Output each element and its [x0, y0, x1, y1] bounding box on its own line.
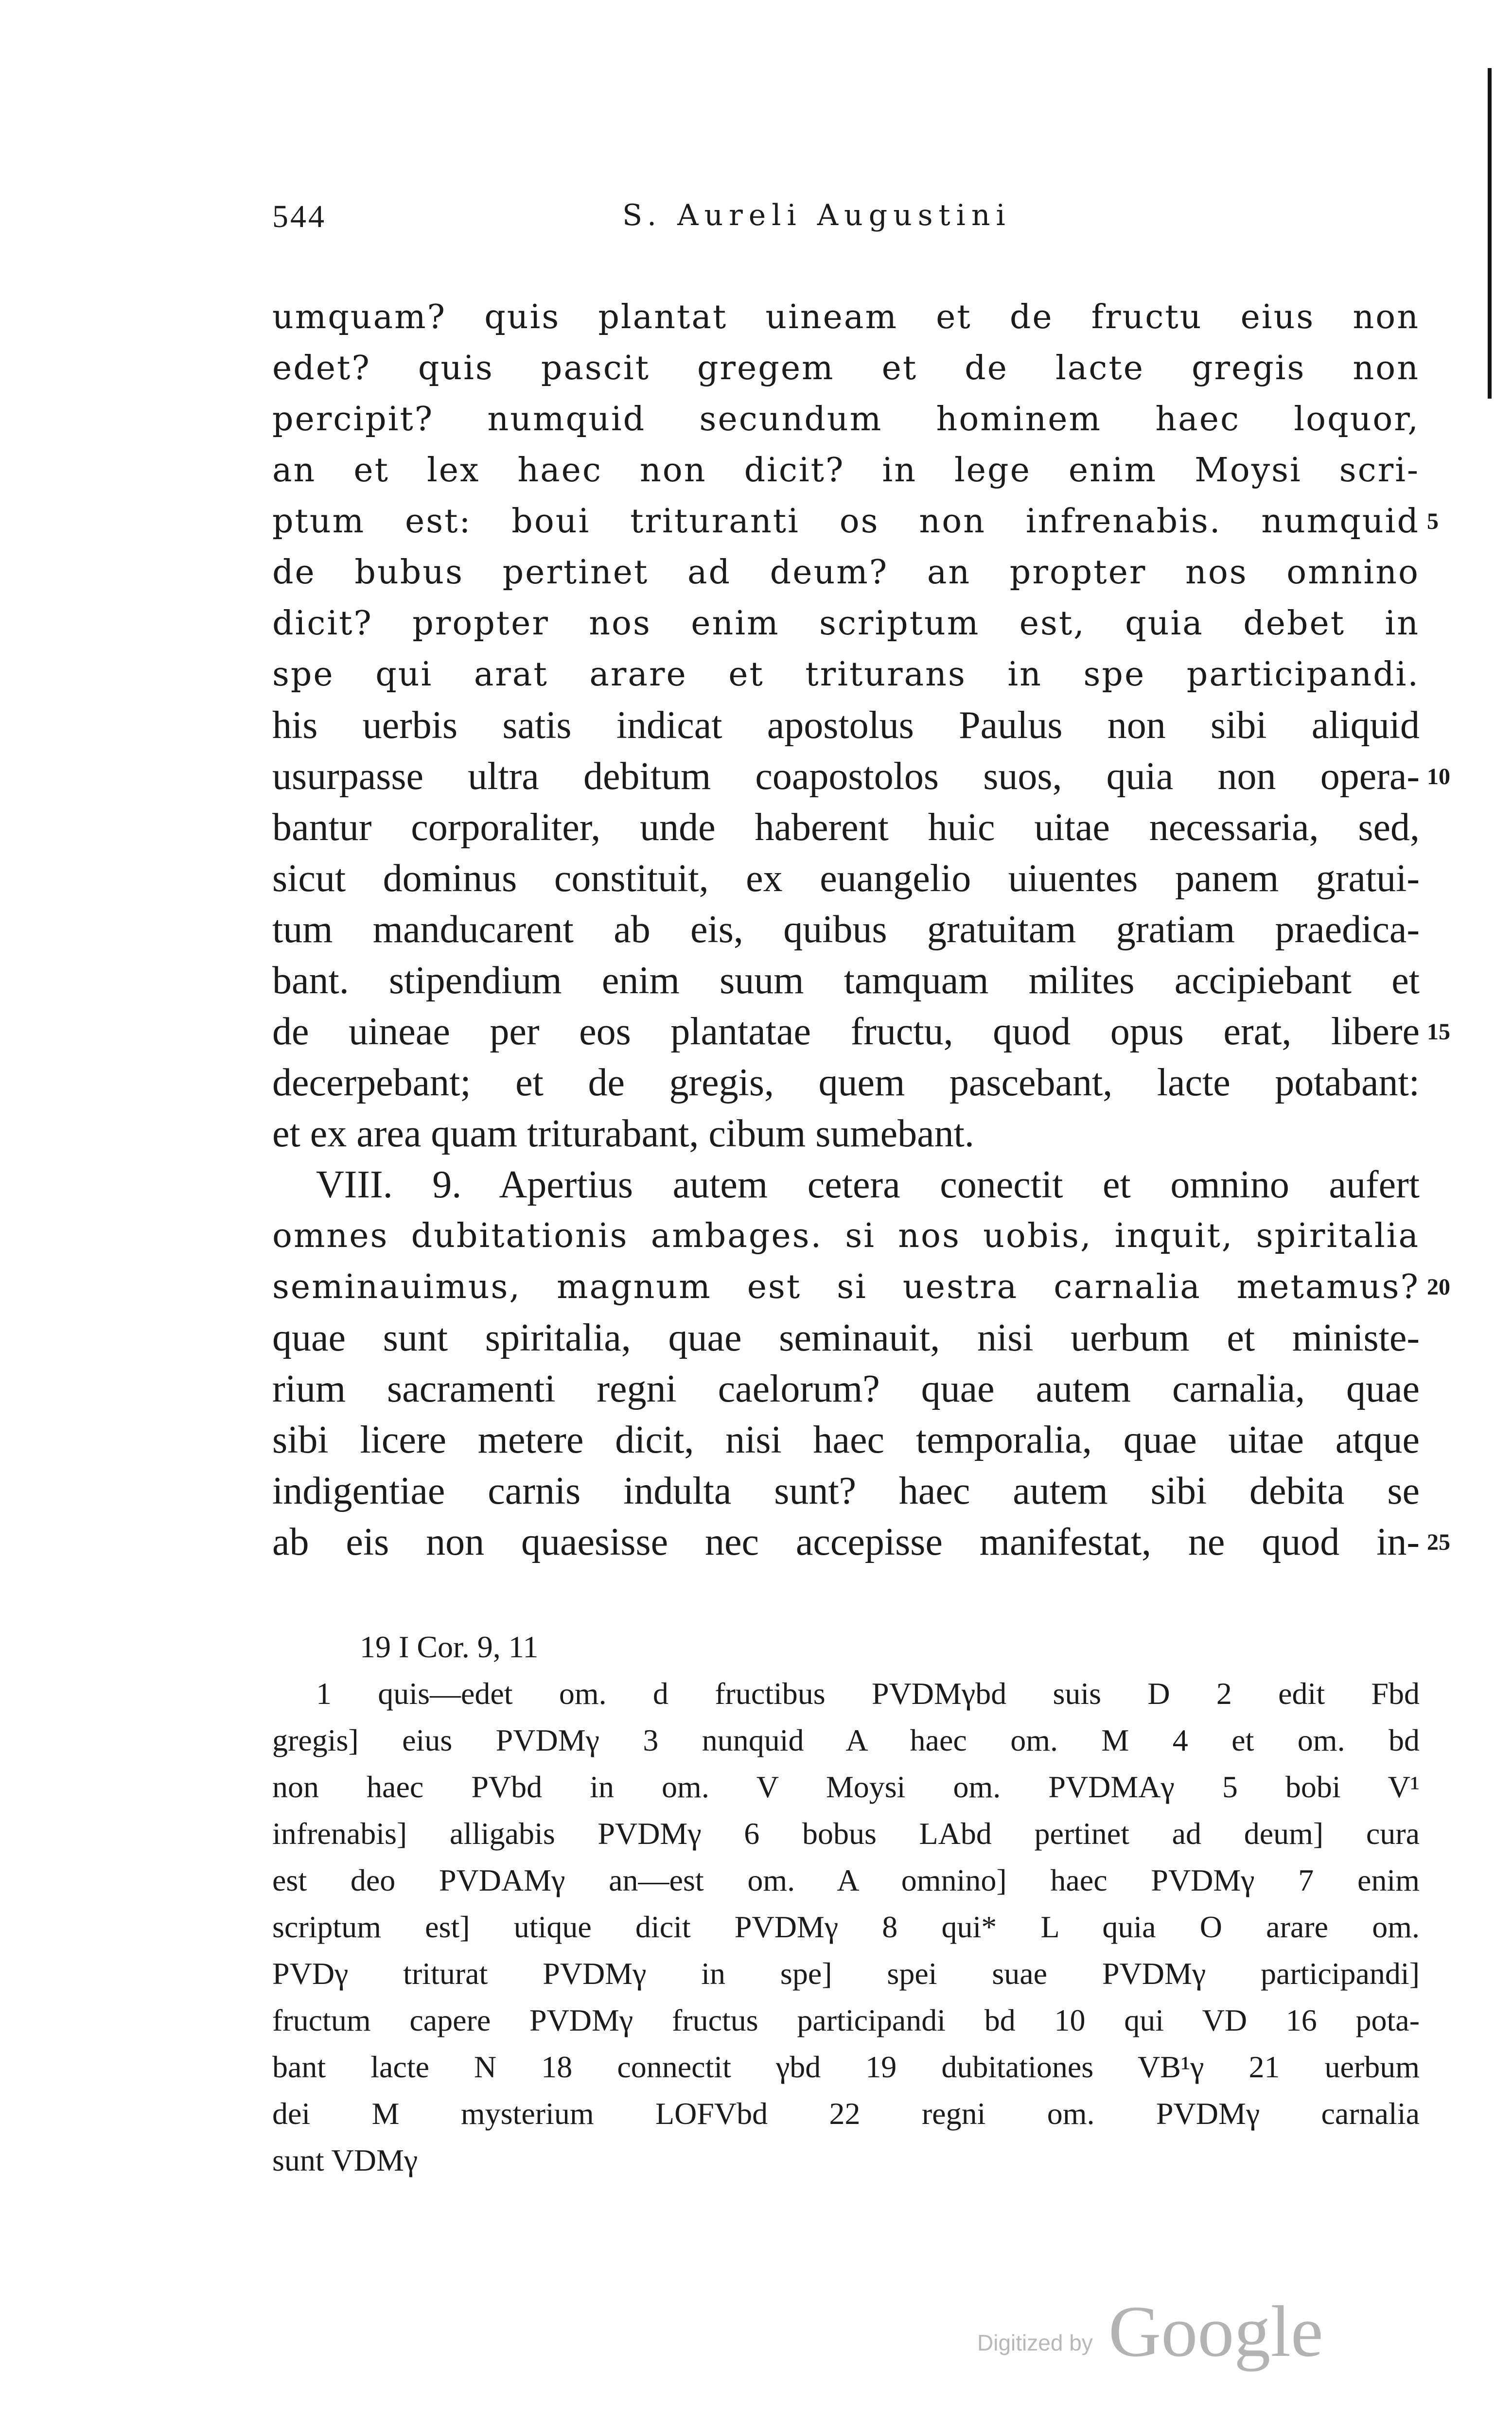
line-number: 15 — [1427, 1019, 1450, 1045]
text-line: et ex area quam triturabant, cibum sumebant. — [272, 1112, 974, 1155]
text-line: sibi licere metere dicit, nisi haec temporalia, quae uitae atque — [272, 1419, 1420, 1461]
text-line: his uerbis satis indicat apostolus Paulus non sibi aliquid — [272, 704, 1420, 747]
line-number: 10 — [1427, 764, 1450, 789]
text-line: ab eis non quaesisse nec accepisse manifestat, ne quod in- — [272, 1521, 1420, 1563]
footnote-line: fructum capere PVDMγ fructus participandi bd 10 qui VD 16 pota- — [272, 2003, 1420, 2037]
running-title: S. Aureli Augustini — [622, 198, 1011, 232]
body-text — [272, 292, 1420, 1568]
line-number: 25 — [1427, 1529, 1450, 1555]
text-line: omnes dubitationis ambages. si nos uobis, inquit, spiritalia — [272, 1217, 1420, 1255]
footnote-line: PVDγ triturat PVDMγ in spe] spei suae PVDMγ participandi] — [272, 1956, 1420, 1991]
text-line: decerpebant; et de gregis, quem pascebant, lacte potabant: — [272, 1061, 1420, 1104]
text-line: spe qui arat arare et triturans in spe participandi. — [272, 655, 1420, 694]
text-line: bant. stipendium enim suum tamquam milites accipiebant et — [272, 959, 1420, 1002]
text-line: indigentiae carnis indulta sunt? haec autem sibi debita se — [272, 1470, 1420, 1512]
footnote-line: sunt VDMγ — [272, 2143, 418, 2177]
line-number: 20 — [1427, 1274, 1450, 1300]
footnote-line: 1 quis—edet om. d fructibus PVDMγbd suis D 2 edit Fbd — [316, 1676, 1420, 1711]
line-number: 5 — [1427, 509, 1439, 534]
text-line: de uineae per eos plantatae fructu, quod opus erat, libere — [272, 1010, 1420, 1053]
text-line: dicit? propter nos enim scriptum est, quia debet in — [272, 604, 1420, 643]
apparatus-criticus — [272, 1624, 1420, 2184]
page-edge-line — [1488, 68, 1492, 399]
text-line: sicut dominus constituit, ex euangelio uiuentes panem gratui- — [272, 857, 1420, 900]
text-line: quae sunt spiritalia, quae seminauit, nisi uerbum et ministe- — [272, 1316, 1420, 1359]
google-logo: Google — [1108, 2291, 1323, 2372]
text-line: tum manducarent ab eis, quibus gratuitam gratiam praedica- — [272, 908, 1420, 951]
text-line: de bubus pertinet ad deum? an propter nos omnino — [272, 553, 1420, 592]
text-line: seminauimus, magnum est si uestra carnalia metamus? — [272, 1268, 1420, 1306]
watermark-prefix: Digitized by — [977, 2330, 1093, 2355]
text-line: bantur corporaliter, unde haberent huic uitae necessaria, sed, — [272, 806, 1420, 849]
footnote-line: non haec PVbd in om. V Moysi om. PVDMAγ 5 bobi V¹ — [272, 1770, 1420, 1804]
page-number: 544 — [272, 199, 326, 234]
text-line: edet? quis pascit gregem et de lacte gregis non — [272, 349, 1420, 387]
footnote-line: bant lacte N 18 connectit γbd 19 dubitationes VB¹γ 21 uerbum — [272, 2050, 1420, 2084]
footnote-line: dei M mysterium LOFVbd 22 regni om. PVDMγ carnalia — [272, 2096, 1420, 2131]
text-line: rium sacramenti regni caelorum? quae autem carnalia, quae — [272, 1368, 1420, 1410]
text-line: umquam? quis plantat uineam et de fructu eius non — [272, 298, 1420, 336]
scripture-reference: 19 I Cor. 9, 11 — [360, 1630, 539, 1664]
footnote-line: gregis] eius PVDMγ 3 nunquid A haec om. M 4 et om. bd — [272, 1723, 1420, 1757]
footnote-line: scriptum est] utique dicit PVDMγ 8 qui* L quia O arare om. — [272, 1910, 1420, 1944]
text-line: VIII. 9. Apertius autem cetera conectit et omnino aufert — [316, 1163, 1420, 1206]
footnote-line: infrenabis] alligabis PVDMγ 6 bobus LAbd pertinet ad deum] cura — [272, 1816, 1420, 1851]
running-head — [272, 198, 1420, 242]
text-line: percipit? numquid secundum hominem haec loquor, — [272, 400, 1420, 439]
text-line: usurpasse ultra debitum coapostolos suos, quia non opera- — [272, 755, 1420, 798]
text-line: an et lex haec non dicit? in lege enim Moysi scri- — [272, 451, 1420, 490]
footnote-line: est deo PVDAMγ an—est om. A omnino] haec PVDMγ 7 enim — [272, 1863, 1420, 1897]
text-line: ptum est: boui trituranti os non infrenabis. numquid — [272, 502, 1420, 541]
